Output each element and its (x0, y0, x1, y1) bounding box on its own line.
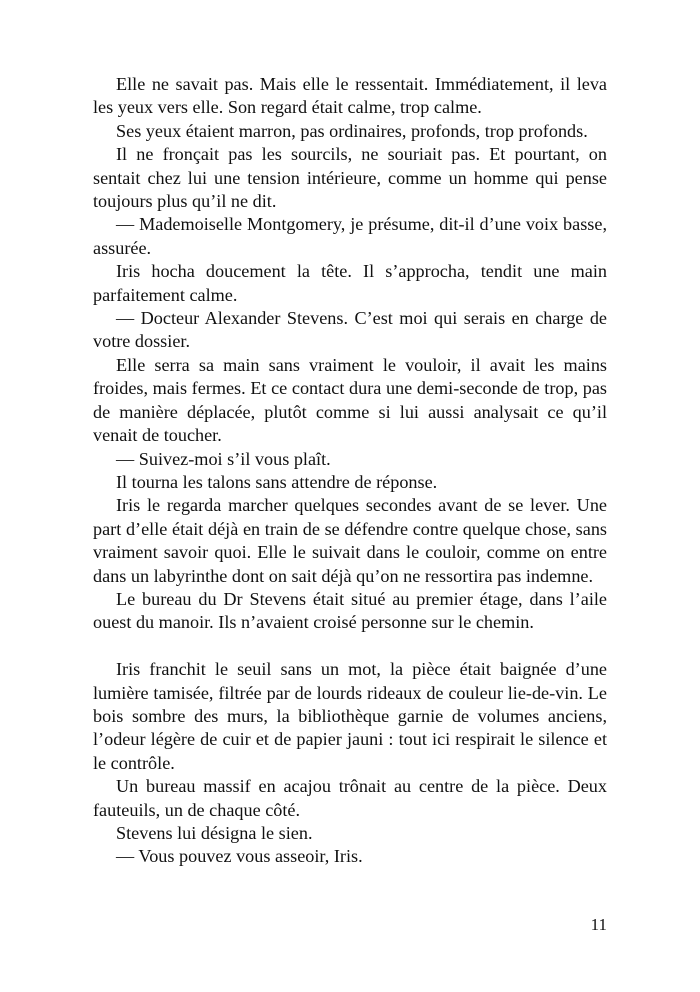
paragraph: Il tourna les talons sans attendre de réponse. (116, 471, 438, 492)
paragraph: Ses yeux étaient marron, pas ordinaires, profonds, trop profonds. (116, 120, 588, 141)
dialogue-line: — Suivez-moi s’il vous plaît. (116, 448, 331, 469)
paragraph: Le bureau du Dr Stevens était situé au premier étage, dans l’aile ouest du manoir. Ils n’avaient croisé personne sur le chemin. (93, 588, 607, 633)
dialogue-line: — Mademoiselle Montgomery, je présume, dit-il d’une voix basse, assurée. (93, 214, 607, 258)
paragraph: Elle serra sa main sans vraiment le vouloir, il avait les mains froides, mais fermes. Et ce contact dura une demi-seconde de trop, pas de manière déplacée, plutôt comme si lui aussi analysait ce qu’il venait de toucher. (93, 354, 607, 446)
paragraph: Il ne fronçait pas les sourcils, ne souriait pas. Et pourtant, on sentait chez lui une tension intérieure, comme un homme qui pense toujours plus qu’il ne dit. (93, 144, 607, 212)
paragraph: Iris franchit le seuil sans un mot, la pièce était baignée d’une lumière tamisée, filtrée par de lourds rideaux de couleur lie-de-vin. Le bois sombre des murs, la bibliothèque garnie de volumes anciens, l’odeur légère de cuir et de papier jauni : tout ici respirait le silence et le contrôle. (93, 659, 607, 773)
page-number: 11 (590, 915, 607, 934)
paragraph: Elle ne savait pas. Mais elle le ressentait. Immédiatement, il leva les yeux vers elle. Son regard était calme, trop calme. (93, 74, 607, 118)
paragraph: Stevens lui désigna le sien. (116, 822, 313, 843)
paragraph: Iris hocha doucement la tête. Il s’approcha, tendit une main parfaitement calme. (93, 261, 607, 305)
page-body (93, 73, 607, 869)
paragraph: Un bureau massif en acajou trônait au centre de la pièce. Deux fauteuils, un de chaque côté. (93, 776, 607, 820)
dialogue-line: — Docteur Alexander Stevens. C’est moi qui serais en charge de votre dossier. (93, 308, 607, 352)
dialogue-line: — Vous pouvez vous asseoir, Iris. (116, 846, 363, 867)
paragraph: Iris le regarda marcher quelques secondes avant de se lever. Une part d’elle était déjà en train de se défendre contre quelque chose, sans vraiment savoir quoi. Elle le suivait dans le couloir, comme on entre dans un labyrinthe dont on sait déjà qu’on ne ressortira pas indemne. (93, 495, 607, 586)
